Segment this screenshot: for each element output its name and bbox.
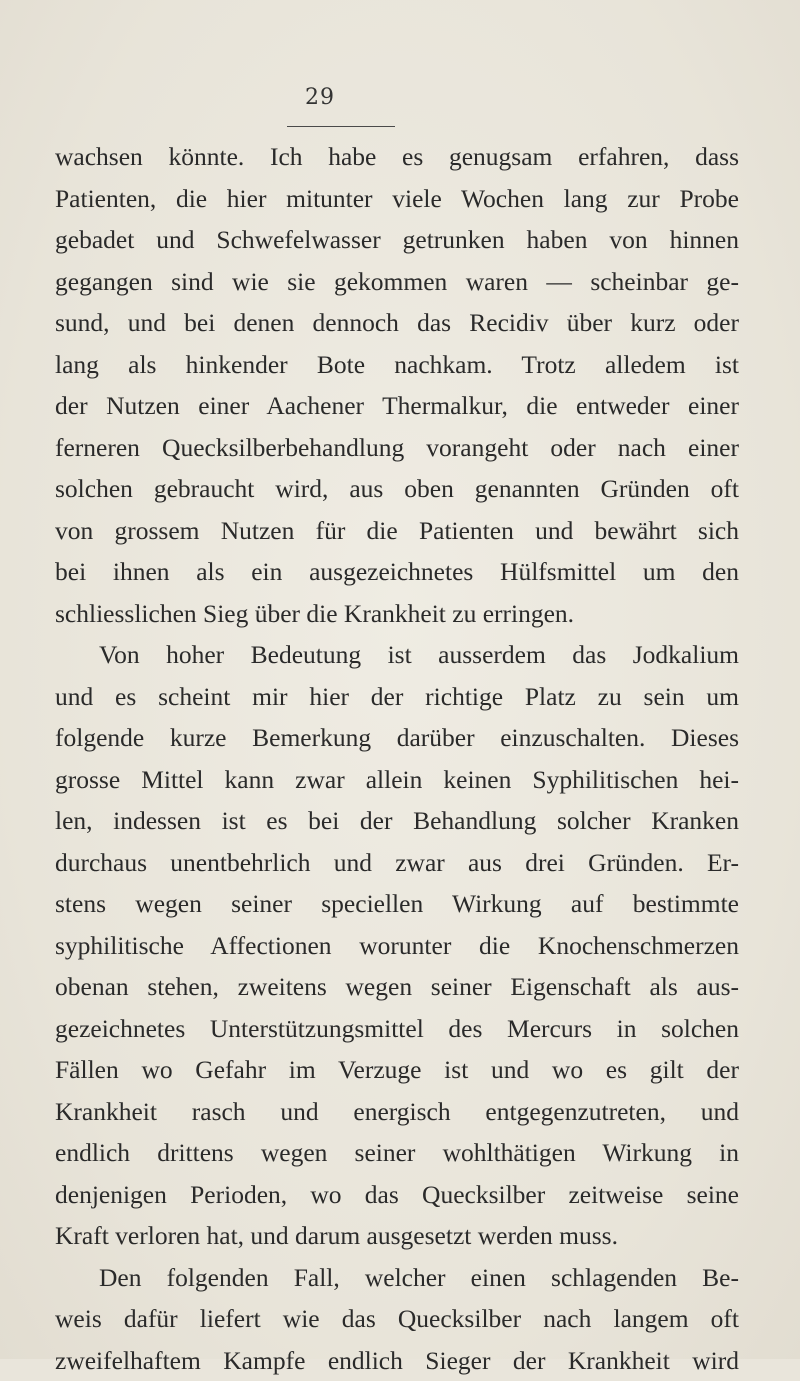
text-line: obenan stehen, zweitens wegen seiner Eigenschaft als aus- — [55, 966, 739, 1008]
text-line: weis dafür liefert wie das Quecksilber nach langem oft — [55, 1298, 739, 1340]
text-line: Fällen wo Gefahr im Verzuge ist und wo es gilt der — [55, 1049, 739, 1091]
text-line: syphilitische Affectionen worunter die Knochenschmerzen — [55, 925, 739, 967]
text-line: wachsen könnte. Ich habe es genugsam erfahren, dass — [55, 136, 739, 178]
text-line: und es scheint mir hier der richtige Platz zu sein um — [55, 676, 739, 718]
text-line: Kraft verloren hat, und darum ausgesetzt werden muss. — [55, 1215, 739, 1257]
text-line: Von hoher Bedeutung ist ausserdem das Jodkalium — [55, 634, 739, 676]
text-line: bei ihnen als ein ausgezeichnetes Hülfsmittel um den — [55, 551, 739, 593]
text-line: der Nutzen einer Aachener Thermalkur, die entweder einer — [55, 385, 739, 427]
text-line: schliesslichen Sieg über die Krankheit zu erringen. — [55, 593, 739, 635]
text-line: Den folgenden Fall, welcher einen schlagenden Be- — [55, 1257, 739, 1299]
text-line: gezeichnetes Unterstützungsmittel des Mercurs in solchen — [55, 1008, 739, 1050]
text-line: lang als hinkender Bote nachkam. Trotz alledem ist — [55, 344, 739, 386]
text-line: gegangen sind wie sie gekommen waren — scheinbar ge- — [55, 261, 739, 303]
text-line: grosse Mittel kann zwar allein keinen Syphilitischen hei- — [55, 759, 739, 801]
text-line: Patienten, die hier mitunter viele Wochen lang zur Probe — [55, 178, 739, 220]
text-line: len, indessen ist es bei der Behandlung solcher Kranken — [55, 800, 739, 842]
body-text — [55, 136, 739, 1381]
text-line: gebadet und Schwefelwasser getrunken haben von hinnen — [55, 219, 739, 261]
text-line: Krankheit rasch und energisch entgegenzutreten, und — [55, 1091, 739, 1133]
text-line: sund, und bei denen dennoch das Recidiv über kurz oder — [55, 302, 739, 344]
text-line: stens wegen seiner speciellen Wirkung auf bestimmte — [55, 883, 739, 925]
text-line: endlich drittens wegen seiner wohlthätigen Wirkung in — [55, 1132, 739, 1174]
text-line: durchaus unentbehrlich und zwar aus drei Gründen. Er- — [55, 842, 739, 884]
text-line: von grossem Nutzen für die Patienten und bewährt sich — [55, 510, 739, 552]
text-line: zweifelhaftem Kampfe endlich Sieger der Krankheit wird — [55, 1340, 739, 1381]
text-line: ferneren Quecksilberbehandlung vorangeht oder nach einer — [55, 427, 739, 469]
page-number-rule — [287, 126, 395, 127]
text-line: solchen gebraucht wird, aus oben genannten Gründen oft — [55, 468, 739, 510]
text-line: folgende kurze Bemerkung darüber einzuschalten. Dieses — [55, 717, 739, 759]
text-line: denjenigen Perioden, wo das Quecksilber zeitweise seine — [55, 1174, 739, 1216]
page-number: 29 — [305, 85, 335, 110]
